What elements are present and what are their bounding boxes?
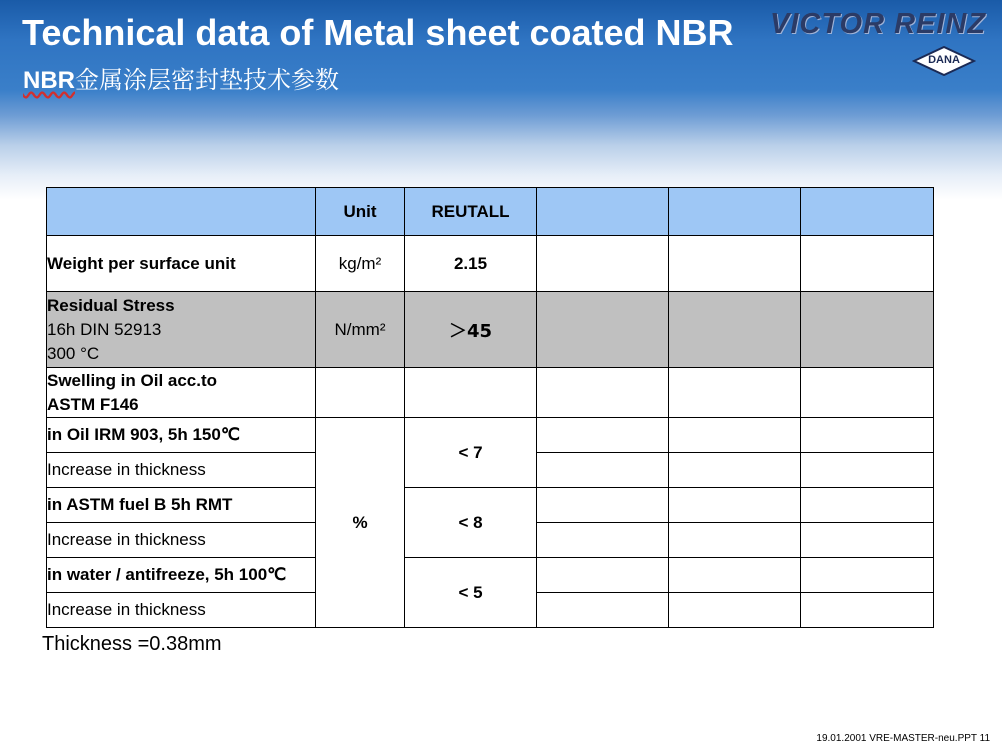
empty-cell [537,558,669,593]
water-title: in water / antifreeze, 5h 100℃ [47,558,316,593]
dana-logo-label: DANA [928,54,960,66]
header-cell-blank [47,188,316,236]
header-cell-reutall: REUTALL [405,188,537,236]
header-cell-unit: Unit [316,188,405,236]
residual-label-line2: 16h DIN 52913 [47,319,162,339]
tech-data-table [46,187,934,628]
residual-label-line3: 300 °C [47,343,100,363]
swelling-label-line2: ASTM F146 [47,394,139,414]
swell-unit: % [316,418,405,628]
empty-cell [669,368,801,418]
table-row-oil-title [47,418,934,453]
table-row-water-title [47,558,934,593]
header-cell-empty-1 [537,188,669,236]
empty-cell [669,292,801,368]
fuel-sub: Increase in thickness [47,523,316,558]
residual-label [47,292,316,368]
empty-cell [669,236,801,292]
swelling-label [47,368,316,418]
empty-cell [801,558,934,593]
table-row-residual-stress [47,292,934,368]
water-sub: Increase in thickness [47,593,316,628]
empty-cell [669,418,801,453]
table-row-fuel-title [47,488,934,523]
empty-cell [537,523,669,558]
empty-cell [801,236,934,292]
empty-cell [537,453,669,488]
empty-cell [537,488,669,523]
empty-cell [316,368,405,418]
slide-subtitle [23,60,339,95]
residual-label-line1: Residual Stress [47,295,175,315]
weight-label: Weight per surface unit [47,236,316,292]
thickness-note: Thickness =0.38mm [42,633,222,655]
oil-value: < 7 [405,418,537,488]
empty-cell [801,593,934,628]
fuel-value: < 8 [405,488,537,558]
empty-cell [669,453,801,488]
empty-cell [669,593,801,628]
empty-cell [801,453,934,488]
dana-logo-icon [912,46,976,76]
empty-cell [801,523,934,558]
subtitle-bold: NBR [23,67,75,94]
oil-title: in Oil IRM 903, 5h 150℃ [47,418,316,453]
empty-cell [801,292,934,368]
fuel-title: in ASTM fuel B 5h RMT [47,488,316,523]
empty-cell [801,418,934,453]
slide-title: Technical data of Metal sheet coated NBR [22,12,734,53]
table-header-row [47,188,934,236]
slide-footer: 19.01.2001 VRE-MASTER-neu.PPT 11 [816,733,990,744]
brand-logo-text: VICTOR REINZ [770,8,987,40]
empty-cell [537,236,669,292]
empty-cell [405,368,537,418]
weight-unit: kg/m² [316,236,405,292]
empty-cell [801,488,934,523]
empty-cell [537,368,669,418]
residual-unit: N/mm² [316,292,405,368]
empty-cell [537,292,669,368]
weight-value: 2.15 [405,236,537,292]
empty-cell [669,488,801,523]
empty-cell [669,558,801,593]
empty-cell [801,368,934,418]
empty-cell [537,593,669,628]
header-cell-empty-2 [669,188,801,236]
empty-cell [669,523,801,558]
table-row-weight [47,236,934,292]
empty-cell [537,418,669,453]
oil-sub: Increase in thickness [47,453,316,488]
swelling-label-line1: Swelling in Oil acc.to [47,370,218,390]
water-value: < 5 [405,558,537,628]
residual-value: ＞45 [405,292,537,368]
subtitle-rest: 金属涂层密封垫技术参数 [75,67,339,94]
table-row-swelling [47,368,934,418]
header-cell-empty-3 [801,188,934,236]
